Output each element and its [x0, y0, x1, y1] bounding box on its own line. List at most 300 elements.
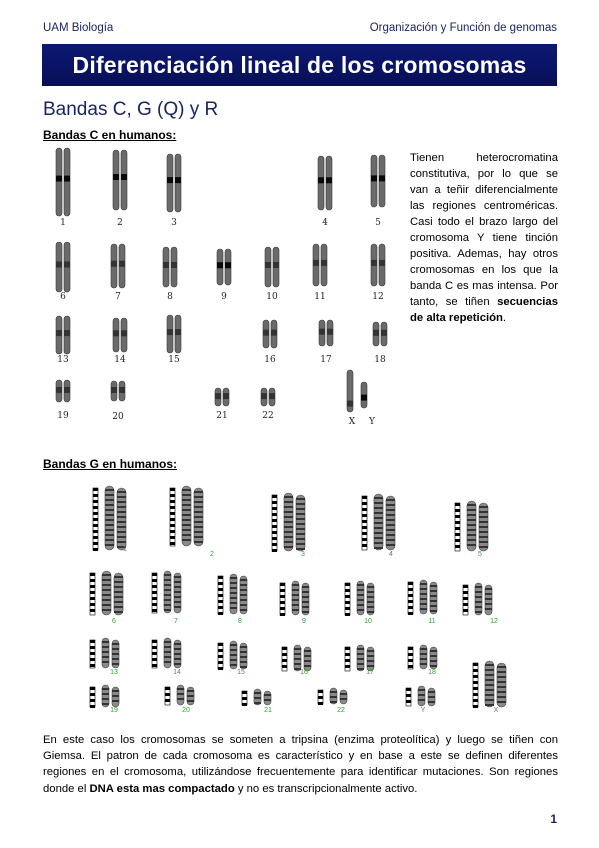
ideogram-band	[455, 503, 460, 506]
g-band-mark	[105, 504, 114, 506]
g-band-mark	[367, 606, 374, 608]
c-band-mark	[163, 262, 169, 268]
g-band-mark	[284, 516, 293, 518]
g-band-mark	[296, 513, 305, 515]
g-band-mark	[485, 669, 494, 671]
ideogram	[345, 583, 350, 615]
ideogram-band	[242, 691, 247, 694]
g-band-mark	[292, 594, 299, 596]
g-band-mark	[304, 665, 311, 667]
ideogram-band	[90, 693, 95, 696]
g-band-mark	[302, 601, 309, 603]
g-chromatid	[164, 571, 171, 613]
g-band-mark	[467, 539, 476, 541]
g-chromosome-label: 5	[478, 551, 482, 558]
ideogram-band	[90, 573, 95, 576]
g-band-mark	[340, 693, 347, 695]
c-chromosome-label: 16	[264, 355, 276, 365]
g-chromosome	[272, 493, 305, 558]
g-band-mark	[497, 681, 506, 683]
g-band-mark	[296, 518, 305, 520]
g-band-mark	[302, 591, 309, 593]
ideogram-band	[345, 647, 350, 650]
ideogram-band	[242, 703, 247, 706]
g-band-mark	[357, 668, 364, 670]
g-band-mark	[485, 598, 492, 600]
g-band-mark	[428, 696, 435, 698]
g-band-mark	[174, 653, 181, 655]
g-band-mark	[117, 496, 126, 498]
g-band-mark	[292, 584, 299, 586]
c-chromosome	[113, 150, 127, 228]
g-band-mark	[102, 584, 111, 586]
g-band-mark	[386, 509, 395, 511]
g-chromatid	[340, 690, 347, 704]
ideogram-band	[473, 669, 478, 672]
g-band-mark	[117, 536, 126, 538]
c-chromosome-label: 14	[114, 355, 126, 365]
g-band-mark	[284, 541, 293, 543]
g-band-mark	[296, 523, 305, 525]
g-band-mark	[386, 544, 395, 546]
g-band-mark	[182, 539, 191, 541]
c-banding-karyotype	[56, 148, 387, 427]
ideogram-band	[90, 699, 95, 702]
c-band-mark	[215, 393, 221, 399]
g-chromosome	[90, 685, 119, 714]
g-band-mark	[475, 586, 482, 588]
g-band-mark	[230, 577, 237, 579]
g-chromosome-label: 21	[264, 707, 272, 714]
ideogram-band	[473, 693, 478, 696]
ideogram-band	[218, 582, 223, 585]
c-band-mark	[371, 260, 377, 266]
g-band-mark	[230, 659, 237, 661]
c-band-mark	[119, 261, 125, 267]
ideogram-band	[242, 697, 247, 700]
ideogram-band	[345, 613, 350, 616]
g-band-mark	[374, 522, 383, 524]
g-chromosome	[455, 501, 488, 558]
c-band-mark	[318, 177, 324, 183]
ideogram-band	[93, 512, 98, 515]
c-chromosome	[319, 320, 333, 365]
g-band-mark	[386, 499, 395, 501]
c-chromosome	[111, 244, 125, 302]
g-band-mark	[386, 534, 395, 536]
g-band-mark	[114, 591, 123, 593]
g-band-mark	[230, 644, 237, 646]
g-band-mark	[420, 663, 427, 665]
g-chromosome-label: 1	[123, 546, 127, 553]
c-band-mark	[121, 174, 127, 180]
c-chromosome-label: 7	[115, 292, 121, 302]
g-band-mark	[230, 607, 237, 609]
g-band-mark	[194, 531, 203, 533]
g-chromosome	[152, 638, 181, 676]
g-band-mark	[112, 700, 119, 702]
g-chromosome-label: X	[493, 707, 499, 714]
g-band-mark	[164, 609, 171, 611]
g-band-mark	[430, 590, 437, 592]
g-band-mark	[194, 526, 203, 528]
g-band-mark	[475, 596, 482, 598]
ideogram-band	[408, 588, 413, 591]
g-band-mark	[485, 699, 494, 701]
c-chromosome-label: 13	[57, 355, 69, 365]
g-band-mark	[177, 693, 184, 695]
c-chromosome-label: 6	[60, 292, 66, 302]
banner-title: Diferenciación lineal de los cromosomas	[72, 51, 527, 78]
g-band-mark	[240, 666, 247, 668]
g-band-mark	[430, 655, 437, 657]
g-band-mark	[296, 548, 305, 550]
g-band-mark	[102, 656, 109, 658]
c-band-mark	[167, 329, 173, 335]
g-band-mark	[485, 694, 494, 696]
g-chromosome-label: 19	[110, 707, 118, 714]
ideogram-band	[90, 585, 95, 588]
c-banding-description	[410, 150, 558, 326]
ideogram-band	[272, 513, 277, 516]
ideogram-band	[170, 506, 175, 509]
g-band-mark	[374, 527, 383, 529]
ideogram-band	[152, 664, 157, 667]
ideogram-band	[170, 536, 175, 539]
ideogram-band	[463, 603, 468, 606]
ideogram-band	[280, 601, 285, 604]
g-band-mark	[330, 701, 337, 703]
ideogram-band	[362, 526, 367, 529]
g-chromosome	[473, 661, 506, 714]
g-band-mark	[240, 661, 247, 663]
c-desc-bold: secuencias de alta repetición	[410, 296, 558, 324]
ideogram-band	[90, 603, 95, 606]
c-band-mark	[269, 393, 275, 399]
ideogram	[408, 582, 413, 614]
c-chromosome	[373, 322, 387, 365]
ideogram-band	[170, 542, 175, 545]
g-chromatid	[497, 663, 506, 707]
chromatid	[64, 148, 70, 216]
g-band-mark	[194, 501, 203, 503]
c-band-mark	[273, 262, 279, 268]
g-band-mark	[430, 585, 437, 587]
c-band-mark	[175, 177, 181, 183]
g-band-mark	[194, 506, 203, 508]
g-band-mark	[264, 694, 271, 696]
c-chromosome	[56, 148, 70, 228]
g-band-mark	[164, 641, 171, 643]
g-band-mark	[112, 695, 119, 697]
ideogram-band	[170, 518, 175, 521]
c-chromosome-label: 1	[60, 218, 66, 228]
g-para-text: En este caso los cromosomas se someten a tripsina (enzima proteolítica) y luego se tiñen con Giemsa. El patron de cada cromosoma es característico y en base a este se definen diferentes regiones en el cromosoma, utilizándose frecuentemente para identificar mutaciones. Son regiones donde el	[43, 734, 558, 795]
g-band-mark	[284, 536, 293, 538]
g-band-mark	[386, 529, 395, 531]
ideogram-band	[463, 609, 468, 612]
c-band-mark	[121, 330, 127, 336]
ideogram-band	[93, 506, 98, 509]
g-band-mark	[102, 604, 111, 606]
g-band-mark	[117, 511, 126, 513]
ideogram-band	[272, 525, 277, 528]
ideogram-band	[93, 494, 98, 497]
g-band-mark	[467, 504, 476, 506]
g-band-mark	[240, 656, 247, 658]
g-band-mark	[114, 606, 123, 608]
g-band-mark	[497, 676, 506, 678]
g-band-mark	[485, 608, 492, 610]
ideogram-band	[218, 655, 223, 658]
g-band-mark	[102, 579, 111, 581]
ideogram-band	[90, 652, 95, 655]
g-band-mark	[330, 691, 337, 693]
g-band-mark	[367, 655, 374, 657]
g-band-mark	[284, 511, 293, 513]
ideogram-band	[93, 488, 98, 491]
ideogram-band	[408, 665, 413, 668]
c-chromosome-label: 11	[314, 292, 326, 302]
g-band-mark	[284, 531, 293, 533]
g-band-mark	[479, 516, 488, 518]
g-chromosome-label: 16	[300, 669, 308, 676]
ideogram-band	[272, 495, 277, 498]
g-chromosome	[362, 494, 395, 558]
g-band-mark	[374, 547, 383, 549]
ideogram-band	[282, 647, 287, 650]
g-band-mark	[479, 506, 488, 508]
ideogram-band	[473, 663, 478, 666]
ideogram-band	[463, 591, 468, 594]
g-band-mark	[296, 498, 305, 500]
g-chromosome-label: 13	[110, 669, 118, 676]
ideogram-band	[408, 647, 413, 650]
c-chromosome-label: 10	[266, 292, 278, 302]
g-band-mark	[164, 589, 171, 591]
g-band-mark	[164, 651, 171, 653]
g-band-mark	[254, 692, 261, 694]
c-chromosome-label: X	[348, 417, 356, 427]
g-chromosome-label: 7	[174, 618, 178, 625]
g-band-mark	[174, 576, 181, 578]
g-band-mark	[105, 534, 114, 536]
c-chromosome	[318, 156, 332, 228]
ideogram-band	[455, 545, 460, 548]
g-para-end: y no es transcripcionalmente activo.	[234, 782, 418, 795]
ideogram-band	[272, 537, 277, 540]
c-chromosome	[265, 247, 279, 302]
c-chromosome	[163, 247, 177, 302]
g-band-mark	[102, 594, 111, 596]
g-band-mark	[102, 646, 109, 648]
g-band-mark	[367, 650, 374, 652]
g-band-mark	[230, 592, 237, 594]
ideogram-band	[90, 664, 95, 667]
g-band-mark	[485, 684, 494, 686]
g-band-mark	[240, 579, 247, 581]
g-chromosome	[345, 645, 374, 676]
g-band-mark	[418, 699, 425, 701]
g-chromosome-label: 11	[428, 618, 436, 625]
g-band-mark	[330, 696, 337, 698]
g-chromosome-label: 8	[238, 618, 242, 625]
g-band-mark	[194, 496, 203, 498]
g-band-mark	[420, 583, 427, 585]
g-band-mark	[240, 646, 247, 648]
ideogram-band	[93, 542, 98, 545]
g-band-mark	[187, 690, 194, 692]
g-band-mark	[284, 506, 293, 508]
ideogram-band	[218, 661, 223, 664]
g-band-mark	[430, 595, 437, 597]
g-chromosome	[280, 581, 309, 625]
g-band-mark	[292, 609, 299, 611]
g-band-mark	[386, 524, 395, 526]
c-chromosome	[167, 315, 181, 365]
ideogram-band	[272, 501, 277, 504]
ideogram-band	[218, 594, 223, 597]
g-band-mark	[174, 601, 181, 603]
c-band-mark	[171, 262, 177, 268]
g-band-mark	[302, 606, 309, 608]
ideogram-band	[218, 606, 223, 609]
g-band-mark	[420, 593, 427, 595]
c-chromosome-label: 18	[374, 355, 386, 365]
g-band-mark	[485, 588, 492, 590]
g-band-mark	[467, 529, 476, 531]
c-chromosome-label: 9	[221, 292, 227, 302]
g-band-mark	[102, 661, 109, 663]
c-band-mark	[225, 262, 231, 268]
g-band-mark	[479, 511, 488, 513]
g-band-mark	[112, 648, 119, 650]
g-band-mark	[174, 658, 181, 660]
g-band-mark	[475, 591, 482, 593]
ideogram-band	[345, 601, 350, 604]
c-chromosome-label: 2	[117, 218, 123, 228]
c-band-mark	[113, 174, 119, 180]
c-band-mark	[319, 329, 325, 335]
g-band-mark	[177, 688, 184, 690]
ideogram-band	[152, 585, 157, 588]
g-band-mark	[296, 528, 305, 530]
g-band-mark	[357, 648, 364, 650]
ideogram-band	[280, 583, 285, 586]
g-chromosome	[218, 574, 247, 625]
g-band-mark	[479, 526, 488, 528]
ideogram-band	[455, 527, 460, 530]
g-chromosome-label: 9	[302, 618, 306, 625]
c-band-mark	[175, 329, 181, 335]
g-band-mark	[164, 656, 171, 658]
g-band-mark	[420, 598, 427, 600]
g-band-mark	[105, 499, 114, 501]
g-chromosome-label: 17	[366, 669, 374, 676]
g-band-mark	[240, 609, 247, 611]
g-band-mark	[194, 521, 203, 523]
g-band-mark	[112, 658, 119, 660]
g-band-mark	[497, 671, 506, 673]
c-band-mark	[223, 393, 229, 399]
ideogram-band	[473, 681, 478, 684]
g-chromosome	[408, 645, 437, 676]
g-band-mark	[164, 604, 171, 606]
g-band-mark	[117, 541, 126, 543]
ideogram-band	[282, 653, 287, 656]
g-band-mark	[174, 648, 181, 650]
g-chromosome	[282, 645, 311, 676]
header-right: Organización y Función de genomas	[369, 22, 557, 34]
g-band-mark	[430, 665, 437, 667]
g-band-mark	[374, 537, 383, 539]
g-band-mark	[302, 611, 309, 613]
c-band-mark	[313, 260, 319, 266]
g-band-mark	[367, 601, 374, 603]
g-band-mark	[105, 514, 114, 516]
g-band-mark	[194, 541, 203, 543]
g-band-mark	[112, 663, 119, 665]
g-band-mark	[485, 704, 494, 706]
g-band-mark	[386, 514, 395, 516]
ideogram-band	[170, 494, 175, 497]
g-band-mark	[102, 693, 109, 695]
g-band-mark	[230, 654, 237, 656]
c-chromosome-label: 19	[57, 411, 69, 421]
g-band-mark	[497, 696, 506, 698]
g-band-mark	[485, 593, 492, 595]
g-band-mark	[284, 496, 293, 498]
g-band-mark	[164, 574, 171, 576]
ideogram-band	[406, 688, 411, 691]
ideogram-band	[152, 597, 157, 600]
ideogram-band	[455, 533, 460, 536]
ideogram-band	[362, 532, 367, 535]
g-band-mark	[497, 701, 506, 703]
g-band-mark	[164, 594, 171, 596]
g-band-mark	[182, 514, 191, 516]
c-band-mark	[111, 261, 117, 267]
g-chromosome-label: Y	[420, 707, 426, 714]
ideogram-band	[152, 579, 157, 582]
ideogram-band	[318, 702, 323, 705]
g-band-mark	[294, 653, 301, 655]
g-band-mark	[177, 698, 184, 700]
ideogram-band	[473, 705, 478, 708]
ideogram	[280, 583, 285, 615]
ideogram-band	[362, 502, 367, 505]
g-band-mark	[296, 533, 305, 535]
g-band-mark	[105, 509, 114, 511]
g-band-mark	[296, 538, 305, 540]
g-band-mark	[357, 653, 364, 655]
g-chromosome-label: 2	[210, 551, 214, 558]
g-band-mark	[182, 499, 191, 501]
g-band-mark	[304, 655, 311, 657]
g-band-mark	[117, 506, 126, 508]
c-band-mark	[64, 176, 70, 182]
g-band-mark	[374, 497, 383, 499]
g-band-mark	[485, 603, 492, 605]
g-band-mark	[182, 524, 191, 526]
g-band-mark	[174, 581, 181, 583]
c-band-mark	[361, 395, 367, 401]
g-band-mark	[294, 663, 301, 665]
g-chromosome	[242, 689, 272, 714]
c-chromosome-label: 15	[168, 355, 180, 365]
g-chromosome-label: 3	[301, 551, 305, 558]
g-chromosome-label: 12	[490, 618, 498, 625]
